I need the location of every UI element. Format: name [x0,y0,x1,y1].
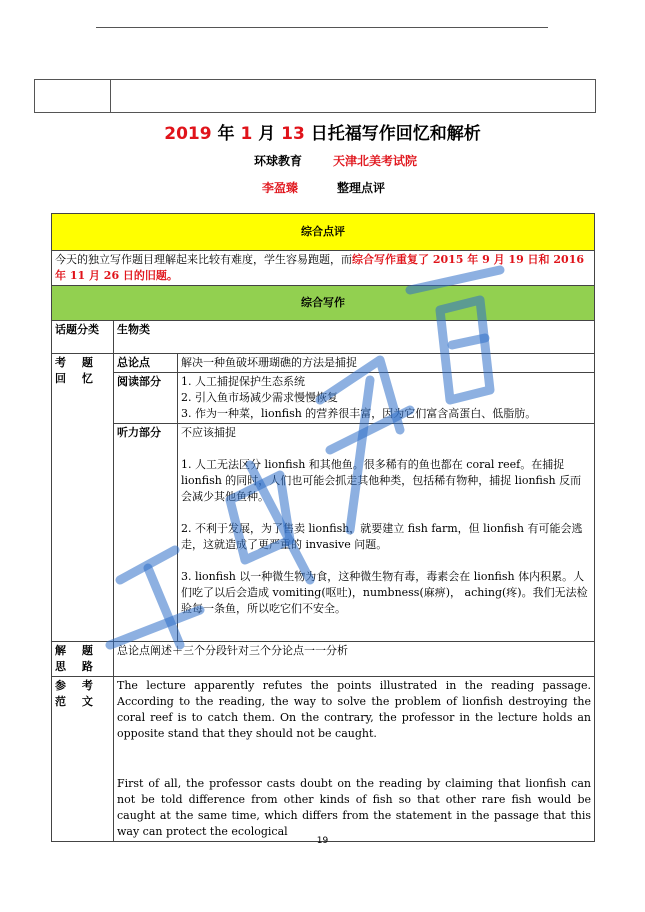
approach-label: 解 题 思 路 [52,642,114,677]
title-month: 1 [240,124,253,144]
recall-label: 考 题 回 忆 [52,354,114,642]
section-heading-integrated: 综合写作 [52,286,595,321]
listening-item: 3. lionfish 以一种微生物为食，这种微生物有毒，毒素会在 lionfish 体内积累。人们吃了以后会造成 vomiting(呕吐)，numbness(麻痹)， aching(疼)。我们无法检验每一条鱼，所以吃它们不安全。 [181,570,588,615]
thesis-value: 解决一种鱼破坏珊瑚礁的方法是捕捉 [178,354,595,373]
reading-label: 阅读部分 [114,373,178,424]
page-number: 19 [316,836,329,846]
essay-paragraph: The lecture apparently refutes the points illustrated in the reading passage. According to the reading, the way to solve the problem of lionfish destroying the coral reef is to catch them. On the contrary, the professor in the lecture holds an opposite stand that they should not be caught. [117,679,591,740]
sample-label: 参 考 范 文 [52,677,114,842]
review-intro-plain: 今天的独立写作题目理解起来比较有难度，学生容易跑题，而 [55,253,352,266]
thesis-label: 总论点 [114,354,178,373]
title-text-2: 月 [252,124,282,144]
topic-value: 生物类 [114,321,595,354]
reading-item: 2. 引入鱼市场减少需求慢慢恢复 [181,391,338,404]
listening-intro: 不应该捕捉 [181,426,236,439]
listening-item: 2. 不利于发展，为了售卖 lionfish，就要建立 fish farm，但 lionfish 有可能会逃走，这就造成了更严重的 invasive 问题。 [181,522,583,551]
subtitle-school: 天津北美考试院 [333,154,418,168]
writing-table [51,213,595,842]
reading-item: 3. 作为一种菜，lionfish 的营养很丰富，因为它们富含高蛋白、低脂肪。 [181,407,537,420]
subtitle-author: 李盈臻 [262,181,299,195]
listening-content [178,424,595,642]
title-day: 13 [281,124,305,144]
subtitle-role: 整理点评 [337,181,386,195]
header-rule [96,27,548,28]
review-intro [52,251,595,286]
section-heading-review: 综合点评 [52,214,595,251]
reading-list [178,373,595,424]
listening-label: 听力部分 [114,424,178,642]
review-intro-highlight: 综合写作重复了 2015 年 9 月 19 日和 2016 年 11 月 26 日的旧题。 [55,253,584,282]
reading-item: 1. 人工捕捉保护生态系统 [181,375,305,388]
topic-label: 话题分类 [52,321,114,354]
title-text-1: 年 [211,124,241,144]
subtitle-org: 环球教育 [254,154,303,168]
title-year: 2019 [164,124,212,144]
page-title [0,119,645,144]
header-box [34,79,596,113]
essay-paragraph: First of all, the professor casts doubt on the reading by claiming that lionfish can not be told difference from other kinds of fish so that other rare fish would be caught at the same time, which differs from the statement in the passage that this way can protect the ecological [117,777,591,838]
sample-essay [114,677,595,842]
listening-item: 1. 人工无法区分 lionfish 和其他鱼。很多稀有的鱼也都在 coral reef。在捕捉 lionfish 的同时，人们也可能会抓走其他种类，包括稀有物种，捕捉 lionfish 反而会减少其他鱼种。 [181,458,582,503]
approach-value: 总论点阐述＋三个分段针对三个分论点一一分析 [114,642,595,677]
header-box-divider [110,80,111,112]
title-text-3: 日托福写作回忆和解析 [304,124,481,144]
